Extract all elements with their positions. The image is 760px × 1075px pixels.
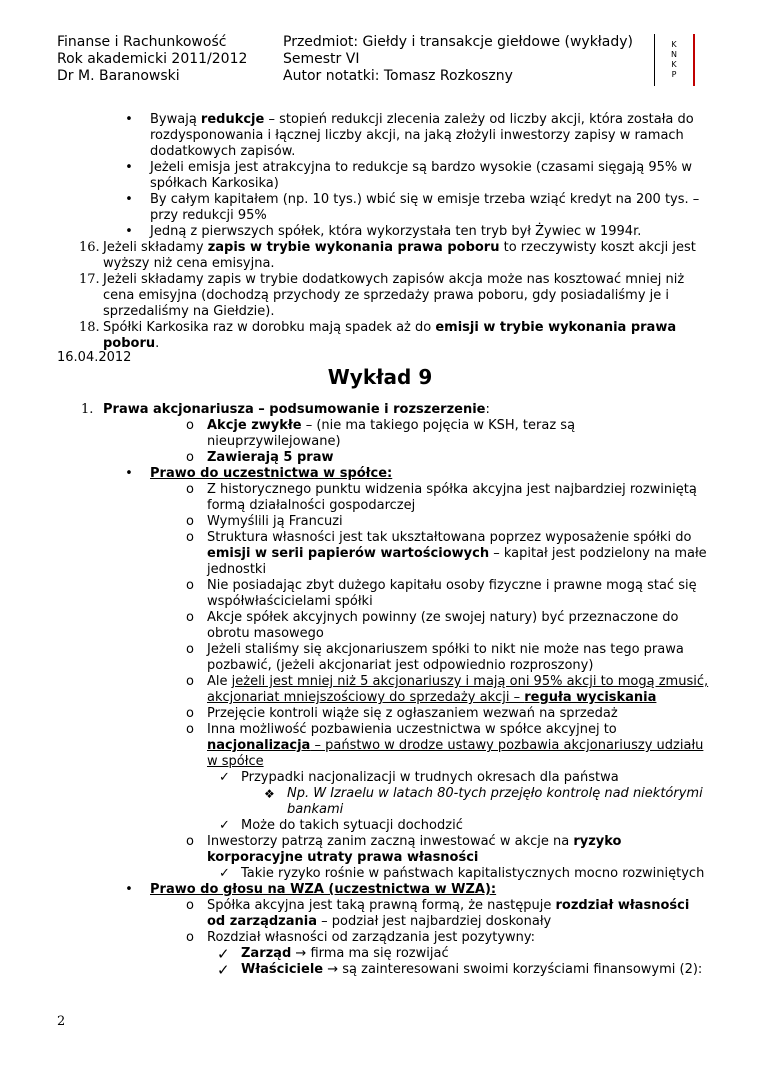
circle-bullet-icon: o xyxy=(186,482,194,497)
list-item-line: wyższy niż cena emisyjna. xyxy=(103,256,275,271)
circle-bullet-icon: o xyxy=(186,706,194,721)
circle-bullet-icon: o xyxy=(186,578,194,593)
list-item-line: pozbawić, (jeżeli akcjonariat jest odpowiednio rozproszony) xyxy=(207,658,594,673)
list-number: 16. xyxy=(79,240,100,255)
header-right xyxy=(283,34,633,85)
list-item-line: spółkach Karkosika) xyxy=(150,176,279,191)
list-item: Zarząd → firma ma się rozwijać xyxy=(241,946,449,961)
list-item-line: nieuprzywilejowane) xyxy=(207,434,341,449)
subsection-heading: Prawo do głosu na WZA (uczestnictwa w WZA): xyxy=(150,882,497,897)
list-number: 17. xyxy=(79,272,100,287)
list-item: Nie posiadając zbyt dużego kapitału osoby fizyczne i prawne mogą stać się xyxy=(207,578,697,593)
list-item: Bywają redukcje – stopień redukcji zlecenia zależy od liczby akcji, która została do xyxy=(150,112,694,127)
list-item: Inna możliwość pozbawienia uczestnictwa w spółce akcyjnej to xyxy=(207,722,617,737)
list-item-line: obrotu masowego xyxy=(207,626,324,641)
list-item: Przypadki nacjonalizacji w trudnych okresach dla państwa xyxy=(241,770,619,785)
list-item-line: formą działalności gospodarczej xyxy=(207,498,416,513)
list-item: Akcje spółek akcyjnych powinny (ze swojej natury) być przeznaczone do xyxy=(207,610,679,625)
list-item: Ale jeżeli jest mniej niż 5 akcjonariuszy i mają oni 95% akcji to mogą zmusić, xyxy=(207,674,709,689)
circle-bullet-icon: o xyxy=(186,834,194,849)
lecture-title: Wykład 9 xyxy=(327,365,433,389)
header-lecturer: Dr M. Baranowski xyxy=(57,68,180,84)
list-item: Wymyślili ją Francuzi xyxy=(207,514,343,529)
circle-bullet-icon: o xyxy=(186,722,194,737)
list-item-line: nacjonalizacja – państwo w drodze ustawy pozbawia akcjonariuszy udziału xyxy=(207,738,704,753)
list-item: Inwestorzy patrzą zanim zaczną inwestować w akcje na ryzyko xyxy=(207,834,622,849)
circle-bullet-icon: o xyxy=(186,898,194,913)
header-author: Autor notatki: Tomasz Rozkoszny xyxy=(283,68,513,84)
logo-letter: N xyxy=(671,50,677,59)
arrow-right-icon: → xyxy=(295,946,307,961)
check-icon: ✓ xyxy=(217,961,230,979)
header-academic-year: Rok akademicki 2011/2012 xyxy=(57,51,248,67)
list-item-line: korporacyjne utraty prawa własności xyxy=(207,850,479,865)
list-item-line: cena emisyjna (dochodzą przychody ze sprzedaży prawa poboru, gdy posiadaliśmy je i xyxy=(103,288,670,303)
list-item-line: w spółce xyxy=(207,754,264,769)
list-item: Struktura własności jest tak ukształtowana poprzez wyposażenie spółki do xyxy=(207,530,692,545)
header-faculty: Finanse i Rachunkowość xyxy=(57,34,227,50)
list-item-line: jednostki xyxy=(207,562,267,577)
circle-bullet-icon: o xyxy=(186,642,194,657)
list-number: 1. xyxy=(81,402,94,417)
arrow-right-icon: → xyxy=(327,962,339,977)
header-subject: Przedmiot: Giełdy i transakcje giełdowe (wykłady) xyxy=(283,34,633,50)
logo-letter: K xyxy=(671,60,677,69)
bullet-icon: • xyxy=(125,192,133,207)
list-item: Np. W Izraelu w latach 80-tych przejęło kontrolę nad niektórymi xyxy=(287,786,703,801)
list-item: Może do takich sytuacji dochodzić xyxy=(241,818,463,833)
list-item: Zawierają 5 praw xyxy=(207,450,334,465)
bullet-icon: • xyxy=(125,882,133,897)
circle-bullet-icon: o xyxy=(186,514,194,529)
list-item-line: akcjonariat mniejszościowy do sprzedaży akcji – reguła wyciskania xyxy=(207,690,657,705)
bullet-icon: • xyxy=(125,224,133,239)
circle-bullet-icon: o xyxy=(186,450,194,465)
lecture-date: 16.04.2012 xyxy=(57,350,132,365)
circle-bullet-icon: o xyxy=(186,674,194,689)
list-item: Jeżeli składamy zapis w trybie wykonania prawa poboru to rzeczywisty koszt akcji jest xyxy=(103,240,696,255)
subsection-heading: Prawo do uczestnictwa w spółce: xyxy=(150,466,393,481)
list-item: Jeżeli staliśmy się akcjonariuszem spółki to nikt nie może nas tego prawa xyxy=(207,642,684,657)
list-item-line: sprzedaliśmy na Giełdzie). xyxy=(103,304,275,319)
check-icon: ✓ xyxy=(219,866,230,881)
circle-bullet-icon: o xyxy=(186,930,194,945)
page-number: 2 xyxy=(57,1014,66,1029)
check-icon: ✓ xyxy=(219,818,230,833)
bullet-icon: • xyxy=(125,160,133,175)
list-item-line: przy redukcji 95% xyxy=(150,208,267,223)
list-item: Jeżeli emisja jest atrakcyjna to redukcje są bardzo wysokie (czasami sięgają 95% w xyxy=(150,160,693,175)
list-item-line: bankami xyxy=(287,802,344,817)
header-semester: Semestr VI xyxy=(283,51,360,67)
list-item: Akcje zwykłe – (nie ma takiego pojęcia w KSH, teraz są xyxy=(207,418,576,433)
list-item-line: dodatkowych zapisów. xyxy=(150,144,296,159)
list-item-line: rozdysponowania i łącznej liczby akcji, na jaką złożyli inwestorzy zapisy w ramach xyxy=(150,128,684,143)
bullet-icon: • xyxy=(125,466,133,481)
list-item-line: poboru. xyxy=(103,336,160,351)
list-item: Właściciele → są zainteresowani swoimi korzyściami finansowymi (2): xyxy=(241,962,703,977)
list-item-line: współwłaścicielami spółki xyxy=(207,594,373,609)
list-item-line: od zarządzania – podział jest najbardziej doskonały xyxy=(207,914,552,929)
check-icon: ✓ xyxy=(217,945,230,963)
list-item: Takie ryzyko rośnie w państwach kapitalistycznych mocno rozwiniętych xyxy=(241,866,705,881)
list-item: Spółka akcyjna jest taką prawną formą, że następuje rozdział własności xyxy=(207,898,690,913)
list-item: Rozdział własności od zarządzania jest pozytywny: xyxy=(207,930,536,945)
circle-bullet-icon: o xyxy=(186,610,194,625)
circle-bullet-icon: o xyxy=(186,418,194,433)
knkp-logo xyxy=(654,34,695,86)
check-icon: ✓ xyxy=(219,770,230,785)
bullet-icon: • xyxy=(125,112,133,127)
header-left xyxy=(57,34,247,85)
list-item: Przejęcie kontroli wiąże się z ogłaszaniem wezwań na sprzedaż xyxy=(207,706,618,721)
logo-letter: P xyxy=(671,70,677,79)
list-item: Jedną z pierwszych spółek, która wykorzystała ten tryb był Żywiec w 1994r. xyxy=(150,224,642,239)
list-item: Jeżeli składamy zapis w trybie dodatkowych zapisów akcja może nas kosztować mniej niż xyxy=(103,272,685,287)
diamond-bullet-icon: ❖ xyxy=(264,787,275,801)
list-item: By całym kapitałem (np. 10 tys.) wbić się w emisje trzeba wziąć kredyt na 200 tys. – xyxy=(150,192,700,207)
section-heading: Prawa akcjonariusza – podsumowanie i rozszerzenie: xyxy=(103,402,490,417)
list-item-line: emisji w serii papierów wartościowych – kapitał jest podzielony na małe xyxy=(207,546,707,561)
list-item: Spółki Karkosika raz w dorobku mają spadek aż do emisji w trybie wykonania prawa xyxy=(103,320,677,335)
circle-bullet-icon: o xyxy=(186,530,194,545)
list-item: Z historycznego punktu widzenia spółka akcyjna jest najbardziej rozwiniętą xyxy=(207,482,697,497)
list-number: 18. xyxy=(79,320,100,335)
logo-letter: K xyxy=(671,40,677,49)
